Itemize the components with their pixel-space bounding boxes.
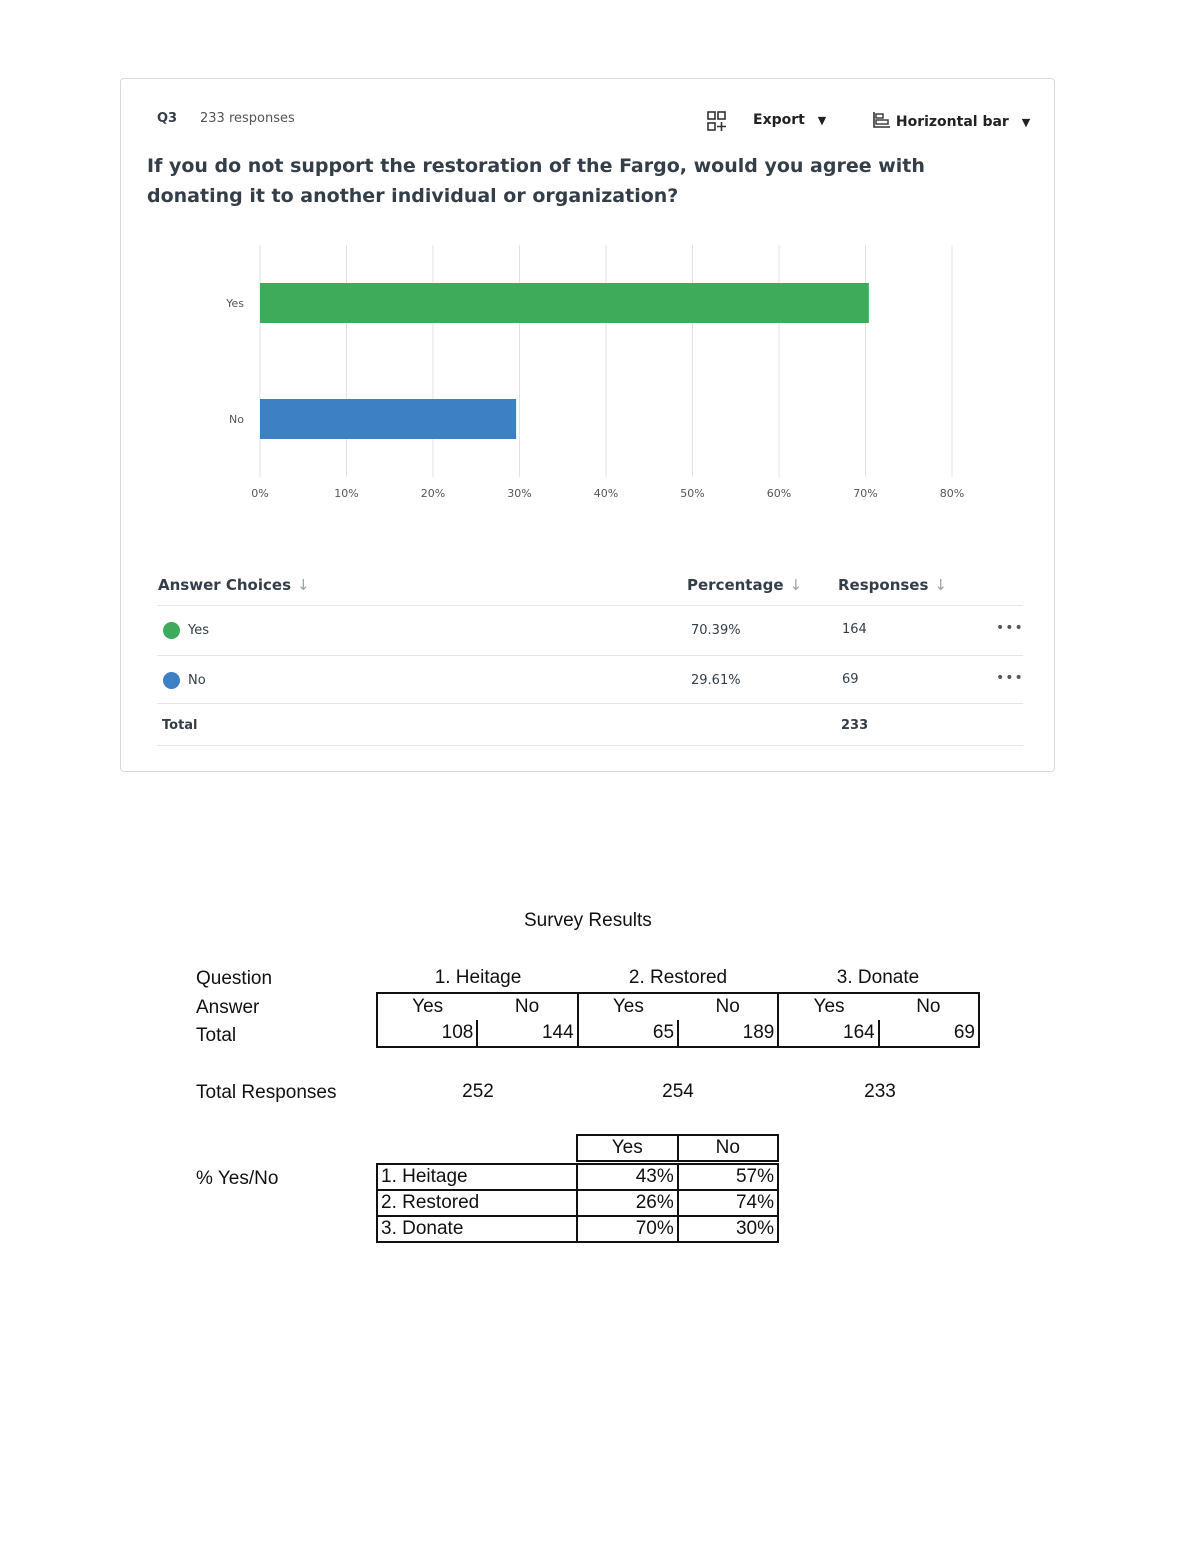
- row-no-count: 69: [842, 672, 859, 687]
- x-tick-label: 20%: [420, 487, 446, 500]
- answer-choices-header-label: Answer Choices: [158, 576, 291, 594]
- pct-yes: 70%: [577, 1216, 677, 1242]
- pct-no: 57%: [678, 1164, 778, 1190]
- survey-title: Survey Results: [524, 910, 652, 931]
- y-category-label: Yes: [226, 297, 244, 310]
- table-row: [377, 1020, 979, 1047]
- table-row: [577, 1135, 778, 1161]
- table-row: [377, 1216, 778, 1242]
- total-count: 233: [841, 718, 869, 733]
- question-title: If you do not support the restoration of the Fargo, would you agree with donating it to another individual or organization?: [147, 155, 925, 207]
- question-heading: 2. Restored: [628, 967, 728, 988]
- answer-yes: Yes: [778, 993, 878, 1020]
- pct-header-table: [576, 1134, 779, 1162]
- x-tick-label: 70%: [853, 487, 878, 500]
- sort-arrow-icon: ↓: [297, 576, 310, 594]
- answer-no: No: [879, 993, 979, 1020]
- answer-no: No: [678, 993, 778, 1020]
- total-no: 69: [879, 1020, 979, 1047]
- caret-down-icon: ▼: [1021, 116, 1031, 129]
- bar-chart: [121, 79, 1054, 519]
- percentage-header-label: Percentage: [687, 576, 784, 594]
- sort-arrow-icon: ↓: [934, 576, 947, 594]
- total-yes: 65: [578, 1020, 678, 1047]
- x-tick-label: 80%: [939, 487, 965, 500]
- sort-arrow-icon: ↓: [789, 576, 803, 594]
- pct-yes-header: Yes: [577, 1135, 678, 1161]
- pct-question: 3. Donate: [377, 1216, 577, 1242]
- row-no-percent: 29.61%: [691, 673, 741, 688]
- x-tick-label: 40%: [593, 487, 619, 500]
- y-category-label: No: [229, 413, 244, 426]
- pct-no: 74%: [678, 1190, 778, 1216]
- pct-no-header: No: [678, 1135, 778, 1161]
- answer-yes: Yes: [377, 993, 477, 1020]
- caret-down-icon: ▼: [817, 114, 827, 127]
- pct-table: [376, 1163, 779, 1243]
- total-responses-value: 233: [864, 1081, 896, 1102]
- total-yes: 164: [778, 1020, 878, 1047]
- pct-yes: 43%: [577, 1164, 677, 1190]
- responses-header[interactable]: [838, 576, 947, 594]
- pct-question: 1. Heitage: [377, 1164, 577, 1190]
- total-no: 189: [678, 1020, 778, 1047]
- question-number: Q3: [157, 111, 178, 126]
- question-heading: 3. Donate: [836, 967, 920, 988]
- no-color-dot: [163, 672, 180, 689]
- divider: [157, 605, 1023, 606]
- pct-no: 30%: [678, 1216, 778, 1242]
- x-tick-label: 0%: [251, 487, 269, 500]
- x-tick-label: 60%: [766, 487, 792, 500]
- row-no-more-icon[interactable]: •••: [996, 670, 1024, 686]
- total-responses-label: Total Responses: [196, 1082, 337, 1103]
- table-row: [377, 993, 979, 1020]
- row-yes-label: Yes: [188, 623, 209, 638]
- responses-header-label: Responses: [838, 576, 929, 594]
- answer-yes: Yes: [578, 993, 678, 1020]
- divider: [157, 703, 1023, 704]
- x-tick-label: 10%: [334, 487, 359, 500]
- total-no: 144: [477, 1020, 577, 1047]
- pct-question: 2. Restored: [377, 1190, 577, 1216]
- question-row-label: Question: [196, 968, 273, 989]
- pct-yes: 26%: [577, 1190, 677, 1216]
- row-yes-percent: 70.39%: [691, 623, 741, 638]
- question-heading: 1. Heitage: [434, 967, 522, 988]
- total-row-label: Total: [196, 1025, 237, 1046]
- row-no-label: No: [188, 673, 206, 688]
- table-row: [377, 1164, 778, 1190]
- divider: [157, 655, 1023, 656]
- export-label: Export: [753, 112, 805, 128]
- response-count: 233 responses: [200, 111, 295, 126]
- total-responses-value: 252: [462, 1081, 494, 1102]
- bar-no: [260, 399, 516, 439]
- bar-yes: [260, 283, 869, 323]
- answer-choices-header[interactable]: [158, 576, 310, 594]
- yes-color-dot: [163, 622, 180, 639]
- question-card: [120, 78, 1055, 772]
- row-yes-count: 164: [842, 622, 867, 637]
- table-row: [377, 1190, 778, 1216]
- total-label: Total: [162, 718, 198, 733]
- pct-label: % Yes/No: [196, 1168, 279, 1189]
- answer-row-label: Answer: [196, 997, 260, 1018]
- chart-type-label: Horizontal bar: [895, 114, 1009, 130]
- total-yes: 108: [377, 1020, 477, 1047]
- x-tick-label: 30%: [507, 487, 532, 500]
- divider: [157, 745, 1023, 746]
- x-tick-label: 50%: [680, 487, 705, 500]
- row-yes-more-icon[interactable]: •••: [996, 620, 1024, 636]
- percentage-header[interactable]: [687, 576, 802, 594]
- answer-no: No: [477, 993, 577, 1020]
- answers-table: [376, 992, 980, 1048]
- total-responses-value: 254: [662, 1081, 694, 1102]
